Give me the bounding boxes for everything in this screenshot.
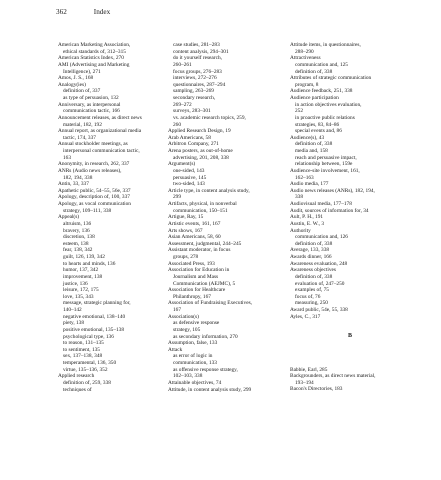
index-entry: examples of, 75 — [295, 287, 329, 294]
index-entry: two-sided, 143 — [173, 181, 205, 188]
index-entry: definition of, 338 — [295, 141, 333, 148]
index-entry: Attack — [168, 346, 183, 353]
index-entry: Ayles, C., 317 — [290, 313, 321, 320]
index-entry: Babbie, Earl, 285 — [290, 366, 328, 373]
index-entry: humor, 137, 342 — [63, 267, 99, 274]
index-entry: Analogy(ies) — [58, 81, 86, 88]
index-entry: Association(s) — [168, 313, 199, 320]
index-entry: communication and, 125 — [295, 61, 348, 68]
index-entry — [290, 347, 410, 354]
index-entry: to reason, 131–135 — [63, 340, 104, 347]
index-entry — [290, 320, 410, 327]
index-entry: Arbitron Company, 271 — [168, 141, 219, 148]
index-entry: 338 — [295, 194, 304, 201]
page-title: Index — [93, 8, 111, 16]
index-entry: Attitude, in content analysis study, 299 — [168, 386, 252, 393]
index-entry: as defensive response — [173, 320, 220, 327]
index-entry: discretion, 138 — [63, 234, 95, 241]
index-entry: esteem, 138 — [63, 240, 89, 247]
index-entry: Applied research — [58, 373, 95, 380]
index-entry: Awards dinner, 166 — [290, 254, 332, 260]
index-entry: 193–194 — [295, 379, 314, 386]
index-entry: Audit, sources of information for, 34 — [290, 207, 369, 214]
section-letter: B — [347, 333, 352, 340]
index-entry: 252 — [295, 108, 304, 115]
index-entry: Audience-site involvement, 161, — [290, 167, 360, 174]
index-entry: in action objectives evaluation, — [295, 101, 362, 108]
index-entry — [290, 340, 410, 347]
index-entry: as error of logic in — [173, 353, 213, 360]
index-entry: focus of, 76 — [295, 293, 321, 300]
index-entry: vs. academic research topics, 259, — [173, 114, 246, 121]
index-entry: definition of, 338 — [295, 68, 333, 75]
index-entry: special events and, 86 — [295, 128, 342, 135]
index-entry: Average, 133, 338 — [290, 247, 330, 254]
index-entry: surveys, 283–301 — [173, 108, 211, 115]
index-entry: Annual report, as organizational media — [58, 128, 142, 135]
index-entry: strategies, 83, 84–86 — [295, 121, 340, 128]
index-entry: secondary research, — [173, 95, 216, 101]
index-entry: Anniversary, as interpersonal — [58, 101, 121, 108]
index-entry: Audiovisual media, 177–178 — [290, 201, 352, 207]
index-entry: in proactive public relations — [295, 114, 355, 121]
index-entry: interviews, 272–276 — [173, 75, 217, 82]
index-entry: media and, 158 — [295, 148, 328, 154]
index-entry: material, 182, 192 — [63, 121, 102, 128]
index-entry: virtue, 135–136, 352 — [63, 366, 108, 373]
index-entry: Assistant moderator, in focus — [168, 247, 231, 254]
index-entry: case studies, 281–283 — [173, 42, 220, 48]
index-entry: communication, 133 — [173, 360, 217, 366]
index-entry: Attainable objectives, 74 — [168, 379, 222, 386]
index-entry: 182, 194, 338 — [63, 174, 93, 181]
index-entry: Ault, P. H., 191 — [290, 214, 324, 221]
index-entry: Audience feedback, 251, 338 — [290, 88, 353, 95]
index-entry: fear, 138, 342 — [63, 247, 93, 254]
index-entry: Awareness objectives — [290, 267, 336, 274]
index-entry: Audio media, 177 — [290, 181, 329, 188]
index-entry: advertising, 201, 208, 338 — [173, 154, 229, 161]
index-entry: Journalism and Mass — [173, 273, 219, 280]
index-entry: love, 135, 343 — [63, 293, 94, 300]
index-entry: Austin, E. W., 3 — [290, 220, 324, 227]
index-entry: 102–103, 338 — [173, 373, 203, 380]
index-entry: Awareness evaluation, 248 — [290, 260, 348, 267]
index-entry: Arts shows, 167 — [168, 227, 203, 234]
index-entry: communication tactic, 166 — [63, 108, 120, 115]
index-entry: strategy, 109–111, 338 — [63, 207, 112, 214]
index-column-2 — [168, 42, 290, 393]
index-entry — [290, 327, 410, 334]
index-entry: Announcement releases, as direct news — [58, 114, 142, 121]
index-entry: Communication (AEJMC), 5 — [173, 280, 236, 287]
index-entry: as type of persuasion, 132 — [63, 95, 119, 101]
index-entry: sampling, 263–269 — [173, 88, 214, 95]
index-entry: Backgrounders, as direct news material, — [290, 373, 376, 380]
page-header — [56, 8, 110, 16]
index-entry: 163 — [63, 154, 72, 161]
index-entry: 162–163 — [295, 174, 314, 181]
index-entry: as offensive response strategy, — [173, 366, 238, 373]
index-entry: to sentiment, 135 — [63, 346, 100, 353]
index-entry: Attributes of strategic communication — [290, 75, 372, 82]
index-entry: American Statistics Index, 270 — [58, 55, 124, 62]
index-entry: Associated Press, 193 — [168, 260, 215, 267]
index-entry: AMI (Advertising and Marketing — [58, 61, 130, 68]
index-entry: focus groups, 276–283 — [173, 68, 222, 75]
index-entry: 260–261 — [173, 61, 192, 68]
index-entry: sex, 137–138, 348 — [63, 353, 103, 360]
index-entry: Audience participation — [290, 95, 339, 101]
index-entry: 288–290 — [295, 48, 314, 55]
index-entry: Association of Fundraising Executives, — [168, 300, 253, 307]
index-entry: Authority — [290, 227, 311, 234]
index-entry: one-sided, 143 — [173, 167, 205, 174]
index-entry: definition of, 259, 338 — [63, 379, 111, 386]
index-entry: Philanthropy, 167 — [173, 293, 211, 300]
index-entry: message, strategic planning for, — [63, 300, 131, 307]
index-entry: definition of, 338 — [295, 273, 333, 280]
index-entry: Attitude items, in questionnaires, — [290, 42, 361, 48]
index-entry: questionnaires, 287–294 — [173, 81, 226, 88]
index-entry: piety, 138 — [63, 320, 85, 327]
index-entry: techniques of — [63, 386, 92, 393]
index-entry: 260 — [173, 121, 182, 128]
index-entry: guilt, 126, 139, 342 — [63, 254, 105, 260]
index-entry: Apathetic public, 54–55, 56e, 337 — [58, 187, 131, 194]
index-entry: Annual stockholder meetings, as — [58, 141, 128, 148]
index-entry: 299 — [173, 194, 182, 201]
index-entry: improvement, 138 — [63, 273, 103, 280]
index-entry: do it yourself research, — [173, 55, 222, 62]
index-entry: Asian Americans, 58, 60 — [168, 234, 221, 241]
index-entry: Amos, J. S., 168 — [58, 75, 94, 82]
index-entry: Association for Education in — [168, 267, 230, 274]
index-entry: Appeal(s) — [58, 214, 80, 221]
index-entry: Artigue, Ray, 15 — [168, 214, 204, 221]
index-entry: communication and, 126 — [295, 234, 348, 241]
index-entry: content analysis, 294–301 — [173, 48, 229, 55]
index-entry: reach and persuasive impact, — [295, 154, 357, 161]
index-entry: strategy, 105 — [173, 326, 201, 333]
index-entry: 167 — [173, 307, 182, 313]
index-entry: tactic, 174, 337 — [63, 134, 96, 141]
index-entry: Attractiveness — [290, 55, 321, 62]
index-entry: Intelligence), 271 — [63, 68, 101, 75]
index-entry: Bacon's Directories, 183 — [290, 386, 343, 393]
index-entry: definition of, 338 — [295, 240, 333, 247]
index-entry: Argument(s) — [168, 161, 196, 168]
index-entry: positive emotional, 135–138 — [63, 326, 125, 333]
index-entry — [290, 353, 410, 360]
index-entry: relationship between, 159e — [295, 161, 353, 168]
index-entry: Assumption, false, 133 — [168, 340, 218, 347]
index-column-3 — [290, 42, 410, 393]
index-entry: temperamental, 136, 350 — [63, 360, 117, 366]
index-entry — [290, 360, 410, 367]
index-entry: Assessment, judgmental, 244–245 — [168, 240, 242, 247]
index-entry: Artifacts, physical, in nonverbal — [168, 201, 237, 207]
index-entry: Arab Americans, 58 — [168, 134, 211, 141]
index-entry: Antin, 33, 337 — [58, 181, 89, 188]
index-entry: Arena posters, as out-of-home — [168, 148, 233, 154]
index-entry: leisure, 172, 175 — [63, 287, 99, 294]
index-entry: definition of, 337 — [63, 88, 101, 95]
index-entry: Association for Healthcare — [168, 287, 226, 294]
index-entry: Artistic events, 161, 167 — [168, 220, 221, 227]
index-entry: persuasive, 145 — [173, 174, 207, 181]
index-entry: evaluation of, 247–250 — [295, 280, 345, 287]
index-entry: ethical standards of, 312–315 — [63, 48, 126, 55]
index-entry: communication, 150–151 — [173, 207, 228, 214]
index-entry: 140–142 — [63, 307, 82, 313]
index-entry: altruism, 136 — [63, 220, 92, 227]
index-entry: Audio news releases (ANRs), 182, 194, — [290, 187, 375, 194]
index-entry: to hearts and minds, 136 — [63, 260, 116, 267]
index-entry: measuring, 250 — [295, 300, 328, 307]
index-entry: justice, 136 — [63, 280, 88, 287]
index-entry: Apology, description of, 100, 337 — [58, 194, 130, 201]
index-entry: psychological type, 136 — [63, 333, 114, 340]
index-entry: Article type, in content analysis study, — [168, 187, 250, 194]
index-entry: negative emotional, 138–140 — [63, 313, 126, 320]
index-entry: as secondary information, 270 — [173, 333, 238, 340]
index-entry: ANRs (Audio news releases), — [58, 167, 122, 174]
index-entry: program, 8 — [295, 81, 319, 88]
index-entry: interpersonal communication tactic, — [63, 148, 140, 154]
index-entry: 269–272 — [173, 101, 192, 108]
index-column-1 — [58, 42, 168, 393]
page-number: 362 — [56, 8, 67, 16]
index-entry: groups, 278 — [173, 254, 199, 260]
index-entry: Audience(s), 43 — [290, 134, 325, 141]
index-entry: Apology, as vocal communication — [58, 201, 131, 207]
index-entry: Anonymity, in research, 262, 337 — [58, 161, 130, 168]
index-entry: American Marketing Association, — [58, 42, 131, 48]
index-entry: Applied Research Design, 19 — [168, 128, 231, 135]
index-entry: bravery, 136 — [63, 227, 90, 234]
index-entry: Award public, 54e, 55, 338 — [290, 307, 348, 313]
